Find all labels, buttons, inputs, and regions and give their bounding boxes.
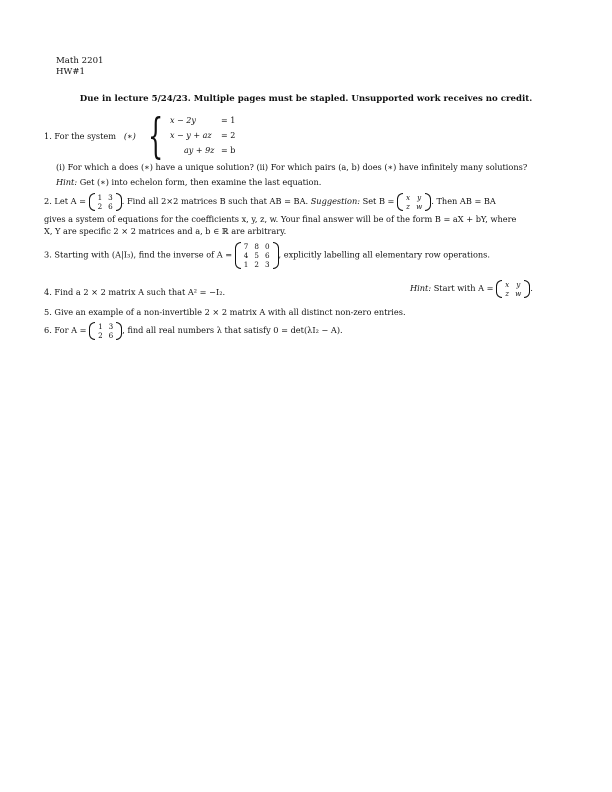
problem2-mid: . Find all 2×2 matrices B such that AB = BA. — [121, 196, 309, 206]
matrix-cell: 3 — [264, 260, 270, 269]
system-label: (∗) — [123, 131, 136, 141]
matrix-cell: 4 — [243, 251, 249, 260]
equation-3-lhs: ay + 9z — [184, 146, 215, 155]
equation-2-rhs: = 2 — [221, 131, 236, 140]
matrix-cell: 0 — [264, 242, 270, 251]
problem1-hint-label: Hint: — [56, 177, 78, 187]
course-name: Math 2201 — [56, 56, 104, 66]
matrix-cell: w — [515, 289, 522, 298]
problem2-line2: gives a system of equations for the coefficients x, y, z, w. Your final answer will be of the form B = aX + bY, where — [44, 214, 517, 224]
problem1-hint-text: Get (∗) into echelon form, then examine the last equation. — [79, 177, 322, 187]
matrix-cell: z — [505, 289, 509, 298]
matrix-cell: 8 — [254, 242, 259, 251]
problem3-line — [44, 242, 490, 269]
problem2-line1 — [44, 193, 496, 211]
problem3-matrix-a — [235, 242, 279, 269]
problem1-question: (i) For which a does (∗) have a unique solution? (ii) For which pairs (a, b) does (∗) have infinitely many solutions? — [56, 162, 528, 172]
problem4-matrix — [496, 280, 530, 298]
problem4-text: 4. Find a 2 × 2 matrix A such that A² = −I₂. — [44, 287, 226, 297]
problem2-tail: . Then AB = BA — [431, 196, 496, 206]
problem1-lead-text: 1. For the system — [44, 131, 117, 141]
matrix-cell: 2 — [98, 331, 103, 340]
problem6-matrix-a — [89, 322, 122, 340]
matrix-cell: 6 — [108, 331, 114, 340]
problem2-line3: X, Y are specific 2 × 2 matrices and a, b ∈ ℝ are arbitrary. — [44, 226, 287, 236]
problem4-tail: . — [530, 283, 533, 293]
problem1-hint — [56, 177, 321, 188]
problem2-lead: 2. Let A = — [44, 196, 86, 206]
matrix-cell: z — [406, 202, 410, 211]
matrix-cell: 2 — [97, 202, 103, 211]
problem4-hint-label: Hint: — [410, 283, 432, 293]
problem6-lead: 6. For A = — [44, 325, 87, 335]
problem3-lead: 3. Starting with (A|I₃), find the inverse of A = — [44, 249, 233, 260]
matrix-cell: 2 — [254, 260, 259, 269]
homework-number: HW#1 — [56, 67, 85, 77]
equation-3-rhs: = b — [221, 146, 236, 155]
equation-1-rhs: = 1 — [221, 116, 236, 125]
problem2-suggestion-label: Suggestion: — [310, 196, 360, 206]
problem4-hint — [410, 280, 533, 298]
equation-1-lhs: x − 2y — [170, 116, 196, 125]
matrix-cell: x — [505, 280, 510, 289]
matrix-cell: w — [416, 202, 423, 211]
problem2-matrix-b — [397, 193, 431, 211]
matrix-cell: y — [417, 193, 422, 202]
matrix-cell: 1 — [97, 193, 103, 202]
problem5-text: 5. Give an example of a non-invertible 2 × 2 matrix A with all distinct non-zero entries. — [44, 307, 406, 317]
equation-2-lhs: x − y + az — [170, 131, 212, 140]
matrix-cell: x — [406, 193, 411, 202]
due-notice: Due in lecture 5/24/23. Multiple pages must be stapled. Unsupported work receives no credit. — [79, 94, 533, 104]
problem3-tail: , explicitly labelling all elementary row operations. — [278, 249, 490, 260]
matrix-cell: 5 — [254, 251, 259, 260]
matrix-cell: 3 — [108, 322, 114, 331]
problem1-lead — [44, 131, 136, 142]
matrix-cell: 7 — [243, 242, 249, 251]
matrix-cell: 1 — [243, 260, 249, 269]
matrix-cell: 6 — [264, 251, 270, 260]
matrix-cell: 3 — [108, 193, 113, 202]
problem2-matrix-a — [89, 193, 122, 211]
problem6-line — [44, 322, 343, 340]
matrix-cell: 6 — [108, 202, 113, 211]
problem2-set-b: Set B = — [362, 196, 395, 206]
matrix-cell: 1 — [98, 322, 103, 331]
system-brace: { — [148, 108, 164, 164]
problem4-hint-text: Start with A = — [433, 283, 494, 293]
matrix-cell: y — [516, 280, 521, 289]
problem6-tail: , find all real numbers λ that satisfy 0 = det(λI₂ − A). — [122, 325, 343, 335]
